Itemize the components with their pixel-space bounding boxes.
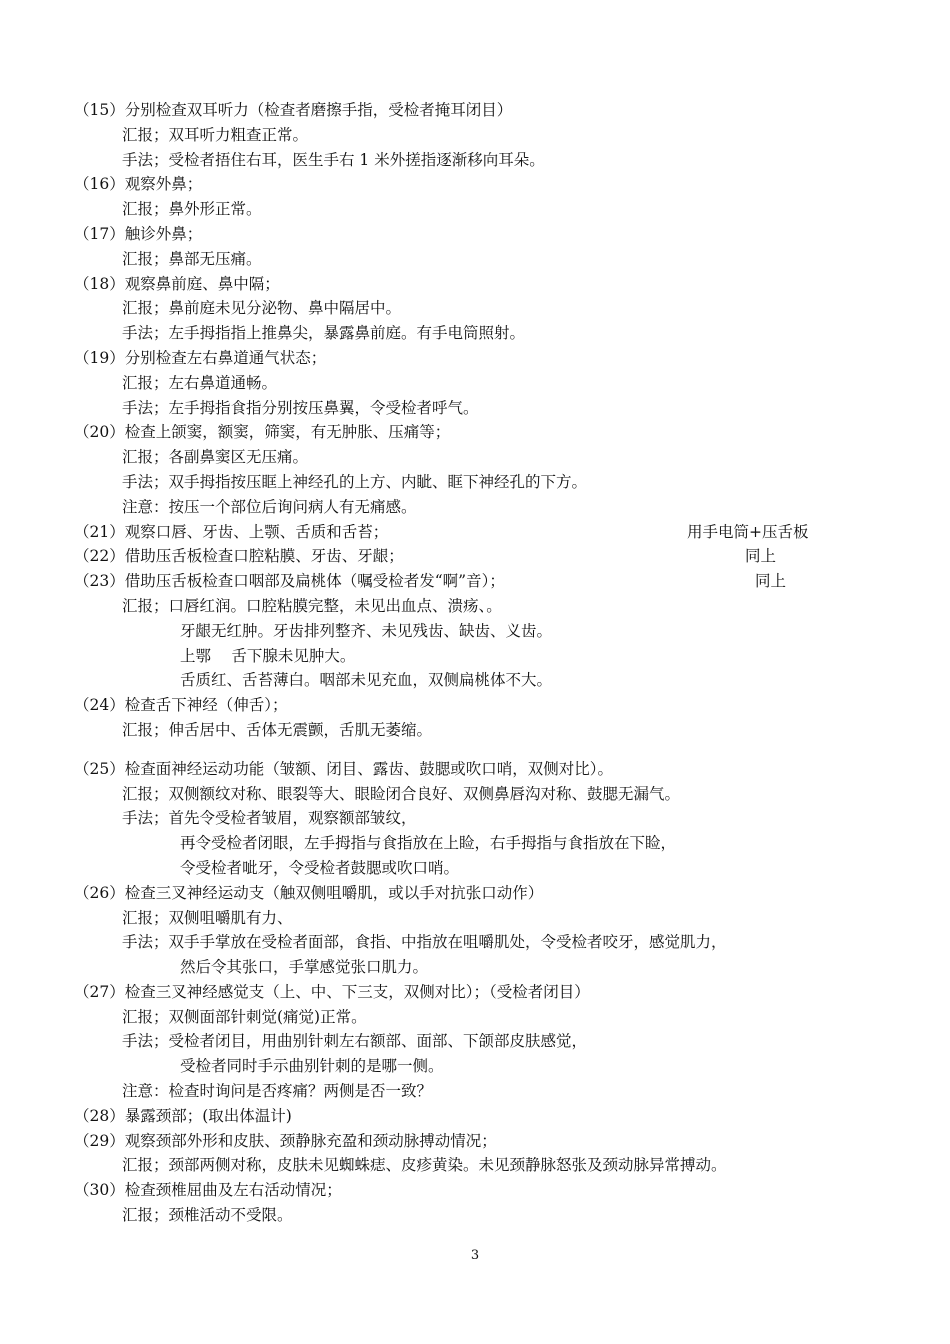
item-16-report: 汇报；鼻外形正常。: [122, 200, 262, 219]
item-26-report: 汇报；双侧咀嚼肌有力、: [122, 908, 293, 927]
item-19-heading: （19）分别检查左右鼻道通气状态；: [74, 348, 327, 367]
item-21-heading: [74, 520, 874, 545]
item-18-heading: （18）观察鼻前庭、鼻中隔；: [74, 274, 280, 293]
item-23-report-palate: 上鄂 舌下腺未见肿大。: [180, 646, 356, 665]
item-23-text: （23）借助压舌板检查口咽部及扁桃体（嘱受检者发“啊”音）；: [74, 572, 505, 591]
item-26-method: 手法；双手手掌放在受检者面部，食指、中指放在咀嚼肌处，令受检者咬牙，感觉肌力，: [122, 933, 727, 952]
item-27-report: 汇报；双侧面部针刺觉(痛觉)正常。: [122, 1007, 367, 1026]
item-28-heading: （28）暴露颈部；(取出体温计): [74, 1106, 292, 1125]
item-17-heading: （17）触诊外鼻；: [74, 224, 203, 243]
item-27-heading: （27）检查三叉神经感觉支（上、中、下三支，双侧对比）；（受检者闭目）: [74, 982, 590, 1001]
item-23-tool-note: 同上: [755, 572, 787, 591]
item-20-heading: （20）检查上颌窦，额窦，筛窦，有无肿胀、压痛等；: [74, 423, 451, 442]
item-29-report: 汇报；颈部两侧对称，皮肤未见蜘蛛痣、皮疹黄染。未见颈静脉怒张及颈动脉异常搏动。: [122, 1156, 727, 1175]
item-23-report: 汇报；口唇红润。口腔粘膜完整，未见出血点、溃疡、。: [122, 596, 502, 615]
item-23-heading: [74, 569, 874, 594]
item-24-heading: （24）检查舌下神经（伸舌）；: [74, 696, 288, 715]
item-29-heading: （29）观察颈部外形和皮肤、颈静脉充盈和颈动脉搏动情况；: [74, 1131, 497, 1150]
item-18-report: 汇报；鼻前庭未见分泌物、鼻中隔居中。: [122, 299, 402, 318]
item-15-report: 汇报；双耳听力粗查正常。: [122, 125, 309, 144]
item-18-method: 手法；左手拇指指上推鼻尖，暴露鼻前庭。有手电筒照射。: [122, 324, 526, 343]
item-21-text: （21）观察口唇、牙齿、上颚、舌质和舌苔；: [74, 522, 389, 541]
item-25-heading: （25）检查面神经运动功能（皱额、闭目、露齿、鼓腮或吹口哨，双侧对比）。: [74, 759, 613, 778]
item-17-report: 汇报；鼻部无压痛。: [122, 249, 262, 268]
item-27-note: 注意：检查时询问是否疼痛？两侧是否一致？: [122, 1082, 433, 1101]
item-24-report: 汇报；伸舌居中、舌体无震颤，舌肌无萎缩。: [122, 720, 433, 739]
paragraph-gap: [74, 743, 874, 757]
item-30-heading: （30）检查颈椎屈曲及左右活动情况；: [74, 1181, 342, 1200]
item-25-method-2: 再令受检者闭眼，左手拇指与食指放在上睑，右手拇指与食指放在下睑，: [180, 834, 677, 853]
item-23-report-gums: 牙龈无红肿。牙齿排列整齐、未见残齿、缺齿、义齿。: [180, 621, 553, 640]
item-26-method-2: 然后令其张口，手掌感觉张口肌力。: [180, 958, 429, 977]
item-19-report: 汇报；左右鼻道通畅。: [122, 373, 278, 392]
item-25-method-3: 令受检者呲牙，令受检者鼓腮或吹口哨。: [180, 858, 460, 877]
item-19-method: 手法；左手拇指食指分别按压鼻翼，令受检者呼气。: [122, 398, 479, 417]
item-23-report-tongue: 舌质红、舌苔薄白。咽部未见充血，双侧扁桃体不大。: [180, 671, 553, 690]
page-number: 3: [470, 1248, 480, 1263]
item-21-tool-note: 用手电筒+压舌板: [687, 522, 809, 541]
item-22-tool-note: 同上: [745, 547, 777, 566]
item-20-report: 汇报；各副鼻窦区无压痛。: [122, 448, 309, 467]
item-15-heading: （15）分别检查双耳听力（检查者磨擦手指，受检者掩耳闭目）: [74, 101, 513, 119]
item-22-text: （22）借助压舌板检查口腔粘膜、牙齿、牙龈；: [74, 547, 404, 566]
item-25-report: 汇报；双侧额纹对称、眼裂等大、眼睑闭合良好、双侧鼻唇沟对称、鼓腮无漏气。: [122, 784, 681, 803]
item-27-method-2: 受检者同时手示曲别针刺的是哪一侧。: [180, 1057, 444, 1076]
item-27-method: 手法；受检者闭目，用曲别针刺左右额部、面部、下颌部皮肤感觉，: [122, 1032, 588, 1051]
document-body: [74, 98, 874, 1228]
item-20-method: 手法；双手拇指按压眶上神经孔的上方、内眦、眶下神经孔的下方。: [122, 472, 588, 491]
item-16-heading: （16）观察外鼻；: [74, 175, 203, 194]
item-25-method: 手法；首先令受检者皱眉，观察额部皱纹，: [122, 809, 417, 828]
item-22-heading: [74, 544, 874, 569]
item-20-note: 注意：按压一个部位后询问病人有无痛感。: [122, 497, 417, 516]
item-30-report: 汇报；颈椎活动不受限。: [122, 1206, 293, 1225]
item-15-method: 手法；受检者捂住右耳，医生手右 1 米外搓指逐渐移向耳朵。: [122, 150, 545, 169]
item-26-heading: （26）检查三叉神经运动支（触双侧咀嚼肌，或以手对抗张口动作）: [74, 883, 544, 902]
